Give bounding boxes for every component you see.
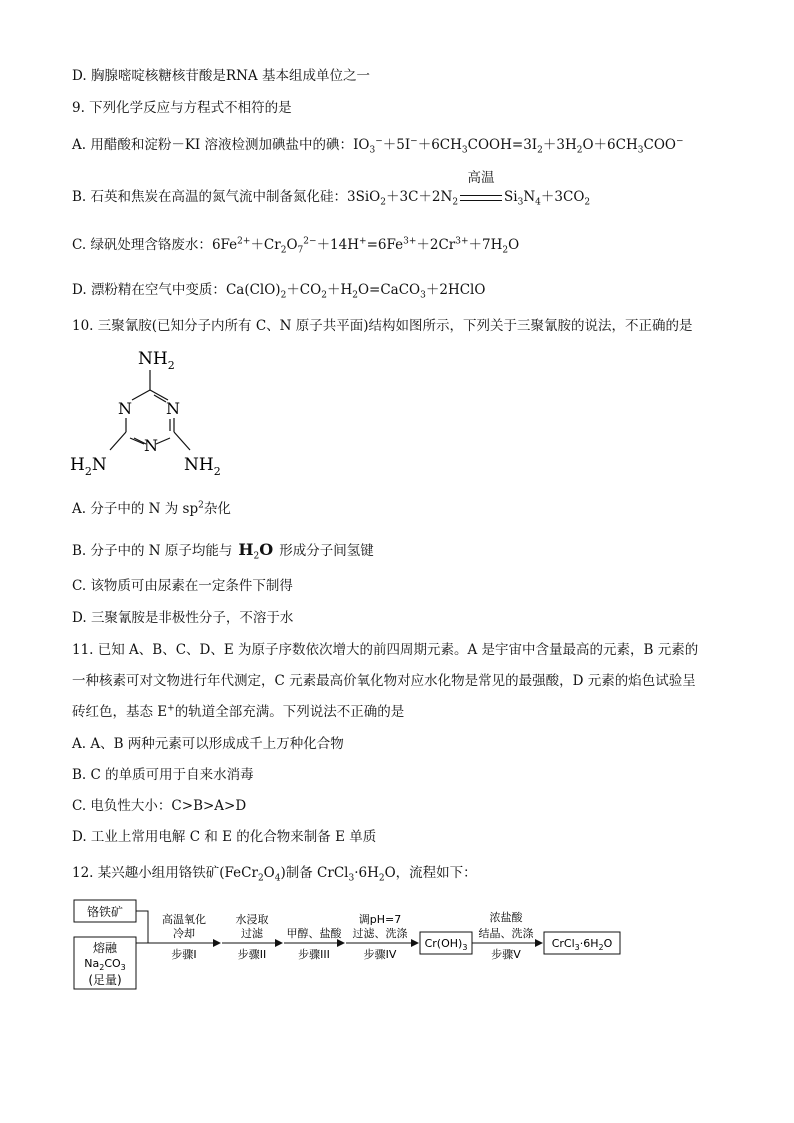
- formula-part: ＋2Cr: [416, 237, 456, 253]
- step4-label: 步骤IV: [363, 948, 397, 961]
- formula-part: COOH=3I: [467, 137, 538, 153]
- q11-stem-line-1: 11. 已知 A、B、C、D、E 为原子序数依次增大的前四周期元素。A 是宇宙中含量最高的元素，B 元素的: [72, 642, 699, 658]
- flux-line-3: (足量): [88, 973, 122, 987]
- q10-option-d: [72, 609, 293, 627]
- formula-part: COO: [643, 137, 676, 153]
- q9-option-a: [72, 136, 684, 154]
- stem-text: O: [263, 865, 275, 881]
- subscript: 2: [321, 290, 327, 301]
- bond-ring: [132, 390, 150, 400]
- formula-part: ＋6CH: [417, 137, 462, 153]
- subscript: 2: [253, 551, 260, 562]
- step2-label: 步骤II: [237, 948, 267, 961]
- formula-part: IO: [353, 137, 370, 153]
- formula-part: ＋3H: [542, 137, 577, 153]
- bond-right-substituent: [174, 432, 190, 450]
- subscript: 2: [380, 197, 386, 208]
- subscript: 3: [420, 290, 426, 301]
- superscript: +: [359, 236, 367, 247]
- q9-option-c: [72, 236, 519, 254]
- right-amine-group: $NH_2$: [184, 455, 221, 478]
- option-text: 绿矾处理含铬废水：: [90, 237, 212, 253]
- top-amine-group: $NH_2$: [138, 349, 175, 372]
- q8-option-d: [72, 67, 370, 85]
- formula-part: O: [286, 237, 298, 253]
- option-text: 形成分子间氢键: [279, 543, 374, 559]
- superscript: 2: [198, 500, 204, 511]
- intermediate-label: $Cr(OH)_3$: [424, 937, 468, 952]
- option-label: D.: [72, 282, 87, 298]
- option-label: D.: [72, 610, 87, 626]
- formula-part: O: [508, 237, 520, 253]
- formula-part: ＋7H: [468, 237, 503, 253]
- left-amine-group: $H_2N$: [70, 455, 107, 478]
- reaction-condition: [458, 170, 504, 206]
- q11-option-d: D. 工业上常用电解 C 和 E 的化合物来制备 E 单质: [72, 829, 377, 845]
- stem-text: 的轨道全部充满。下列说法不正确的是: [174, 704, 405, 720]
- formula-part: Si: [504, 189, 518, 205]
- q10-stem: 10. 三聚氰胺(已知分子内所有 C、N 原子共平面)结构如图所示，下列关于三聚氰胺的说法，不正确的是: [72, 318, 693, 334]
- formula-part: ＋2HClO: [425, 282, 486, 298]
- superscript: 3+: [403, 236, 417, 247]
- ore-label: 铬铁矿: [86, 905, 124, 919]
- q10-option-a: [72, 500, 231, 518]
- subscript: 2: [537, 145, 543, 156]
- option-label: C.: [72, 578, 87, 594]
- option-label: B.: [72, 543, 87, 559]
- formula-part: O: [259, 540, 274, 559]
- option-text: 杂化: [203, 501, 231, 517]
- q11-option-b: B. C 的单质可用于自来水消毒: [72, 767, 254, 783]
- stem-text: )制备 CrCl: [280, 865, 349, 881]
- option-text: 用醋酸和淀粉－KI 溶液检测加碘盐中的碘：: [90, 137, 354, 153]
- option-text: 三聚氰胺是非极性分子，不溶于水: [90, 610, 294, 626]
- subscript: 2: [584, 197, 591, 208]
- step1-label: 步骤I: [171, 948, 197, 961]
- subscript: 2: [502, 245, 509, 256]
- option-label: A.: [72, 501, 87, 517]
- step3-condition: 甲醇、盐酸: [286, 927, 342, 940]
- q10-option-b: [72, 541, 374, 560]
- step5-condition-2: 结晶、洗涤: [478, 927, 534, 940]
- formula-part: H: [238, 540, 254, 559]
- formula-part: ＋3C＋2N: [385, 189, 453, 205]
- equals-sign: [460, 195, 502, 201]
- subscript: 2: [452, 197, 459, 208]
- subscript: 2: [352, 290, 358, 301]
- option-label: D.: [72, 68, 87, 84]
- option-text: 胸腺嘧啶核糖核苷酸是RNA 基本组成单位之一: [90, 68, 370, 84]
- q11-stem-line-3: [72, 703, 404, 721]
- step5-condition: 浓盐酸: [489, 911, 523, 924]
- superscript: −: [410, 136, 418, 147]
- formula-part: Ca(ClO): [225, 282, 281, 298]
- step4-condition-2: 过滤、洗涤: [352, 927, 408, 940]
- option-text: 漂粉精在空气中变质：: [90, 282, 226, 298]
- melamine-structure: [66, 344, 236, 488]
- option-text: 分子中的 N 为 sp: [90, 501, 199, 517]
- stem-text: 砖红色，基态 E: [72, 704, 168, 720]
- subscript: 2: [576, 145, 583, 156]
- subscript: 3: [637, 145, 644, 156]
- q9-option-b: [72, 170, 591, 208]
- option-label: B.: [72, 189, 87, 205]
- subscript: 3: [517, 197, 524, 208]
- q11-option-c: C. 电负性大小：C>B>A>D: [72, 798, 247, 814]
- q9-option-d: [72, 281, 485, 299]
- formula-part: O＋6CH: [582, 137, 638, 153]
- condition-text: 高温: [467, 170, 495, 186]
- formula-part: ＋CO: [286, 282, 322, 298]
- stem-text: ·6H: [354, 865, 379, 881]
- option-label: C.: [72, 237, 87, 253]
- formula-part: ＋14H: [316, 237, 360, 253]
- superscript: 3+: [455, 236, 469, 247]
- option-label: A.: [72, 137, 87, 153]
- formula-part: 6Fe: [211, 237, 238, 253]
- step2-condition-2: 过滤: [241, 927, 263, 940]
- subscript: 3: [369, 145, 376, 156]
- subscript: 3: [461, 145, 468, 156]
- formula-part: ＋Cr: [250, 237, 281, 253]
- option-text: 该物质可由尿素在一定条件下制得: [90, 578, 293, 594]
- product-label: $CrCl_3\cdot 6H_2O$: [551, 937, 613, 952]
- merge-connector: [136, 911, 148, 943]
- subscript: 2: [280, 290, 287, 301]
- subscript: 3: [348, 873, 355, 884]
- formula-part: ＋5I: [382, 137, 411, 153]
- option-text: 石英和焦炭在高温的氮气流中制备氮化硅：: [90, 189, 348, 205]
- subscript: 4: [535, 197, 541, 208]
- ring-nitrogen: N: [166, 399, 180, 418]
- step1-condition: 高温氧化: [162, 913, 206, 926]
- flux-line-1: 熔融: [92, 941, 118, 955]
- q10-option-c: [72, 577, 293, 595]
- ring-nitrogen: N: [118, 399, 132, 418]
- step4-condition: 调pH=7: [358, 913, 402, 926]
- superscript: 2−: [303, 236, 317, 247]
- formula-part: =6Fe: [366, 237, 404, 253]
- subscript: 2: [257, 873, 264, 884]
- subscript: 7: [297, 245, 304, 256]
- superscript: +: [167, 703, 175, 714]
- formula-part: ＋H: [326, 282, 353, 298]
- superscript: −: [675, 136, 684, 147]
- step1-condition-2: 冷却: [173, 927, 195, 940]
- q11-option-a: A. A、B 两种元素可以形成成千上万种化合物: [72, 736, 344, 752]
- flux-line-2: $Na_2CO_3$: [84, 957, 126, 972]
- q12-stem: [72, 864, 477, 882]
- ring-nitrogen: N: [144, 436, 158, 455]
- bond-left-substituent: [110, 432, 126, 450]
- stem-text: O，流程如下：: [384, 865, 477, 881]
- step2-condition: 水浸取: [235, 913, 269, 926]
- formula-part: ＋3CO: [540, 189, 585, 205]
- step5-label: 步骤V: [491, 948, 521, 961]
- bond-ring: [156, 438, 170, 444]
- formula-part: N: [523, 189, 536, 205]
- subscript: 4: [274, 873, 281, 884]
- superscript: 2+: [237, 236, 251, 247]
- q11-stem-line-2: 一种核素可对文物进行年代测定，C 元素最高价氧化物对应水化物是常见的最强酸，D 元素的焰色试验呈: [72, 673, 696, 689]
- step3-label: 步骤III: [298, 948, 330, 961]
- formula-part: 3SiO: [347, 189, 381, 205]
- stem-text: 12. 某兴趣小组用铬铁矿(FeCr: [72, 865, 258, 881]
- q9-stem: 9. 下列化学反应与方程式不相符的是: [72, 100, 292, 116]
- option-text: 分子中的 N 原子均能与: [90, 543, 233, 559]
- process-flowchart: [72, 895, 632, 995]
- subscript: 2: [378, 873, 385, 884]
- subscript: 2: [280, 245, 287, 256]
- superscript: −: [375, 136, 383, 147]
- formula-part: O=CaCO: [357, 282, 421, 298]
